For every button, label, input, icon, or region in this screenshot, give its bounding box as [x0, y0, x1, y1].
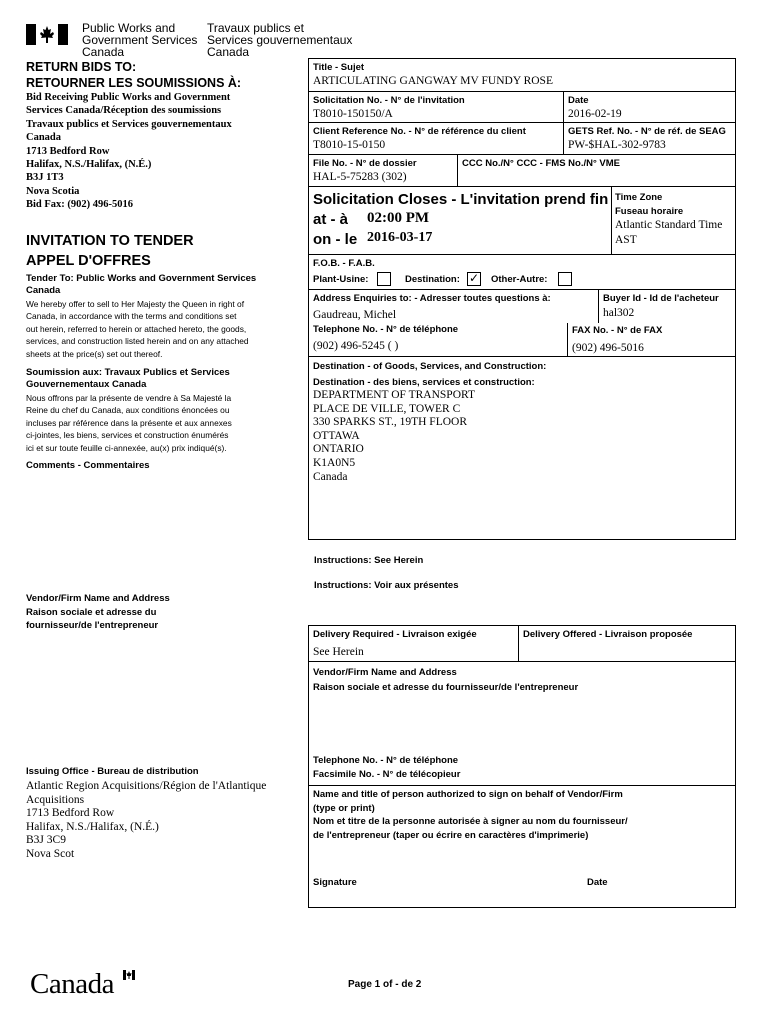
delivery-offered-field[interactable] — [520, 642, 734, 659]
client-ref-label: Client Reference No. - N° de référence du client — [313, 126, 526, 137]
time-zone-value: Atlantic Standard Time AST — [615, 219, 723, 246]
telephone-value: (902) 496-5245 ( ) — [313, 340, 399, 352]
closes-on-value: 2016-03-17 — [367, 230, 433, 245]
time-zone-label: Time Zone Fuseau horaire — [615, 192, 684, 217]
gets-ref-value: PW-$HAL-302-9783 — [568, 139, 666, 151]
instructions-en: Instructions: See Herein — [314, 555, 424, 566]
gets-ref-label: GETS Ref. No. - N° de réf. de SEAG — [568, 126, 726, 137]
buyer-id-value: hal302 — [603, 307, 635, 319]
date-value: 2016-02-19 — [568, 108, 622, 120]
fax-label: FAX No. - N° de FAX — [572, 325, 663, 336]
destination-goods-label: Destination - of Goods, Services, and Construction: Destination - des biens, services et construction: — [313, 361, 547, 388]
pwgsc-name-en: Public Works and Government Services Canada — [82, 21, 198, 59]
soumission-aux: Soumission aux: Travaux Publics et Services Gouvernementaux Canada — [26, 367, 230, 390]
instructions-fr: Instructions: Voir aux présentes — [314, 580, 459, 591]
signature-label: Signature — [313, 877, 357, 888]
fax-value: (902) 496-5016 — [572, 342, 644, 354]
plant-usine-label: Plant-Usine: — [313, 274, 369, 285]
other-autre-label: Other-Autre: — [491, 274, 548, 285]
buyer-id-label: Buyer Id - Id de l'acheteur — [603, 293, 719, 304]
fob-label: F.O.B. - F.A.B. — [313, 258, 375, 269]
plant-usine-checkbox[interactable] — [377, 272, 391, 286]
vendor-phone-fax-label: Telephone No. - N° de téléphone Facsimile No. - N° de télécopieur — [313, 755, 461, 780]
tender-to: Tender To: Public Works and Government Services Canada — [26, 273, 257, 296]
date-label: Date — [568, 95, 589, 106]
authorized-signer-label: Name and title of person authorized to sign on behalf of Vendor/Firm (type or print) Nom et titre de la personne autorisée à signer au nom du fournisseur/ de l'entrepreneur (taper ou écrire en caractères d'imprimerie) — [313, 789, 628, 841]
comments-label: Comments - Commentaires — [26, 460, 150, 471]
return-bids-title: RETURN BIDS TO: RETOURNER LES SOUMISSIONS À: — [26, 60, 242, 90]
title-value: ARTICULATING GANGWAY MV FUNDY ROSE — [313, 75, 553, 87]
issuing-office-address: Atlantic Region Acquisitions/Région de l'Atlantique Acquisitions 1713 Bedford Row Halifax, N.S./Halifax, (N.É.) B3J 3C9 Nova Scot — [26, 780, 267, 860]
signature-date-label: Date — [587, 877, 608, 888]
checkmark-icon: ✓ — [469, 271, 480, 285]
other-autre-checkbox[interactable] — [558, 272, 572, 286]
page-number: Page 1 of - de 2 — [348, 979, 422, 990]
closes-at-value: 02:00 PM — [367, 210, 430, 226]
telephone-label: Telephone No. - N° de téléphone — [313, 324, 459, 335]
delivery-required-label: Delivery Required - Livraison exigée — [313, 629, 477, 640]
canada-wordmark: Canada — [30, 966, 114, 1002]
enquiries-value: Gaudreau, Michel — [313, 309, 397, 321]
offer-text-en: We hereby offer to sell to Her Majesty the Queen in right of Canada, in accordance with the terms and conditions set out herein, referred to herein or attached hereto, the goods, services, and construction listed herein and on any attached sheets at the price(s) set out thereof. — [26, 299, 249, 359]
delivery-offered-label: Delivery Offered - Livraison proposée — [523, 629, 693, 640]
closes-at-label: at - à — [313, 211, 349, 228]
canada-flag-icon — [26, 24, 68, 45]
title-label: Title - Sujet — [313, 62, 365, 73]
vendor-firm-title: Vendor/Firm Name and Address Raison sociale et adresse du fournisseur/de l'entrepreneur — [26, 593, 170, 631]
destination-goods-address: DEPARTMENT OF TRANSPORT PLACE DE VILLE, TOWER C 330 SPARKS ST., 19TH FLOOR OTTAWA ONTARIO K1A0N5 Canada — [313, 389, 475, 483]
ccc-no-label: CCC No./N° CCC - FMS No./N° VME — [462, 158, 621, 169]
solicitation-no-value: T8010-150150/A — [313, 108, 393, 120]
file-no-label: File No. - N° de dossier — [313, 158, 417, 169]
client-ref-value: T8010-15-0150 — [313, 139, 386, 151]
offer-text-fr: Nous offrons par la présente de vendre à Sa Majesté la Reine du chef du Canada, aux conditions énoncées ou incluses par référence dans la présente et aux annexes ci-jointes, les biens, services et construction énumérés ici et sur toute feuille ci-annexée, au(x) prix indiqué(s). — [26, 393, 232, 453]
invitation-title: INVITATION TO TENDER APPEL D'OFFRES — [26, 233, 194, 269]
destination-label: Destination: — [405, 274, 460, 285]
return-address: Bid Receiving Public Works and Government Services Canada/Réception des soumissions Travaux publics et Services gouvernementaux Canada 1713 Bedford Row Halifax, N.S./Halifax, (N.É.) B3J 1T3 Nova Scotia Bid Fax: (902) 496-5016 — [26, 92, 232, 211]
vendor-name-address-label: Vendor/Firm Name and Address Raison sociale et adresse du fournisseur/de l'entrepreneur — [313, 667, 579, 693]
wordmark-flag-icon — [123, 970, 135, 980]
enquiries-label: Address Enquiries to: - Adresser toutes questions à: — [313, 293, 551, 304]
pwgsc-name-fr: Travaux publics et Services gouvernementaux Canada — [207, 21, 353, 59]
solicitation-no-label: Solicitation No. - N° de l'invitation — [313, 95, 465, 106]
file-no-value: HAL-5-75283 (302) — [313, 171, 407, 183]
issuing-office-title: Issuing Office - Bureau de distribution — [26, 766, 199, 777]
authorized-signer-field[interactable] — [312, 845, 732, 871]
closes-on-label: on - le — [313, 231, 358, 248]
delivery-required-value: See Herein — [313, 646, 364, 658]
destination-checkbox[interactable] — [467, 272, 481, 286]
vendor-name-address-field[interactable] — [312, 696, 732, 750]
solicitation-closes-heading: Solicitation Closes - L'invitation prend fin — [313, 191, 609, 208]
